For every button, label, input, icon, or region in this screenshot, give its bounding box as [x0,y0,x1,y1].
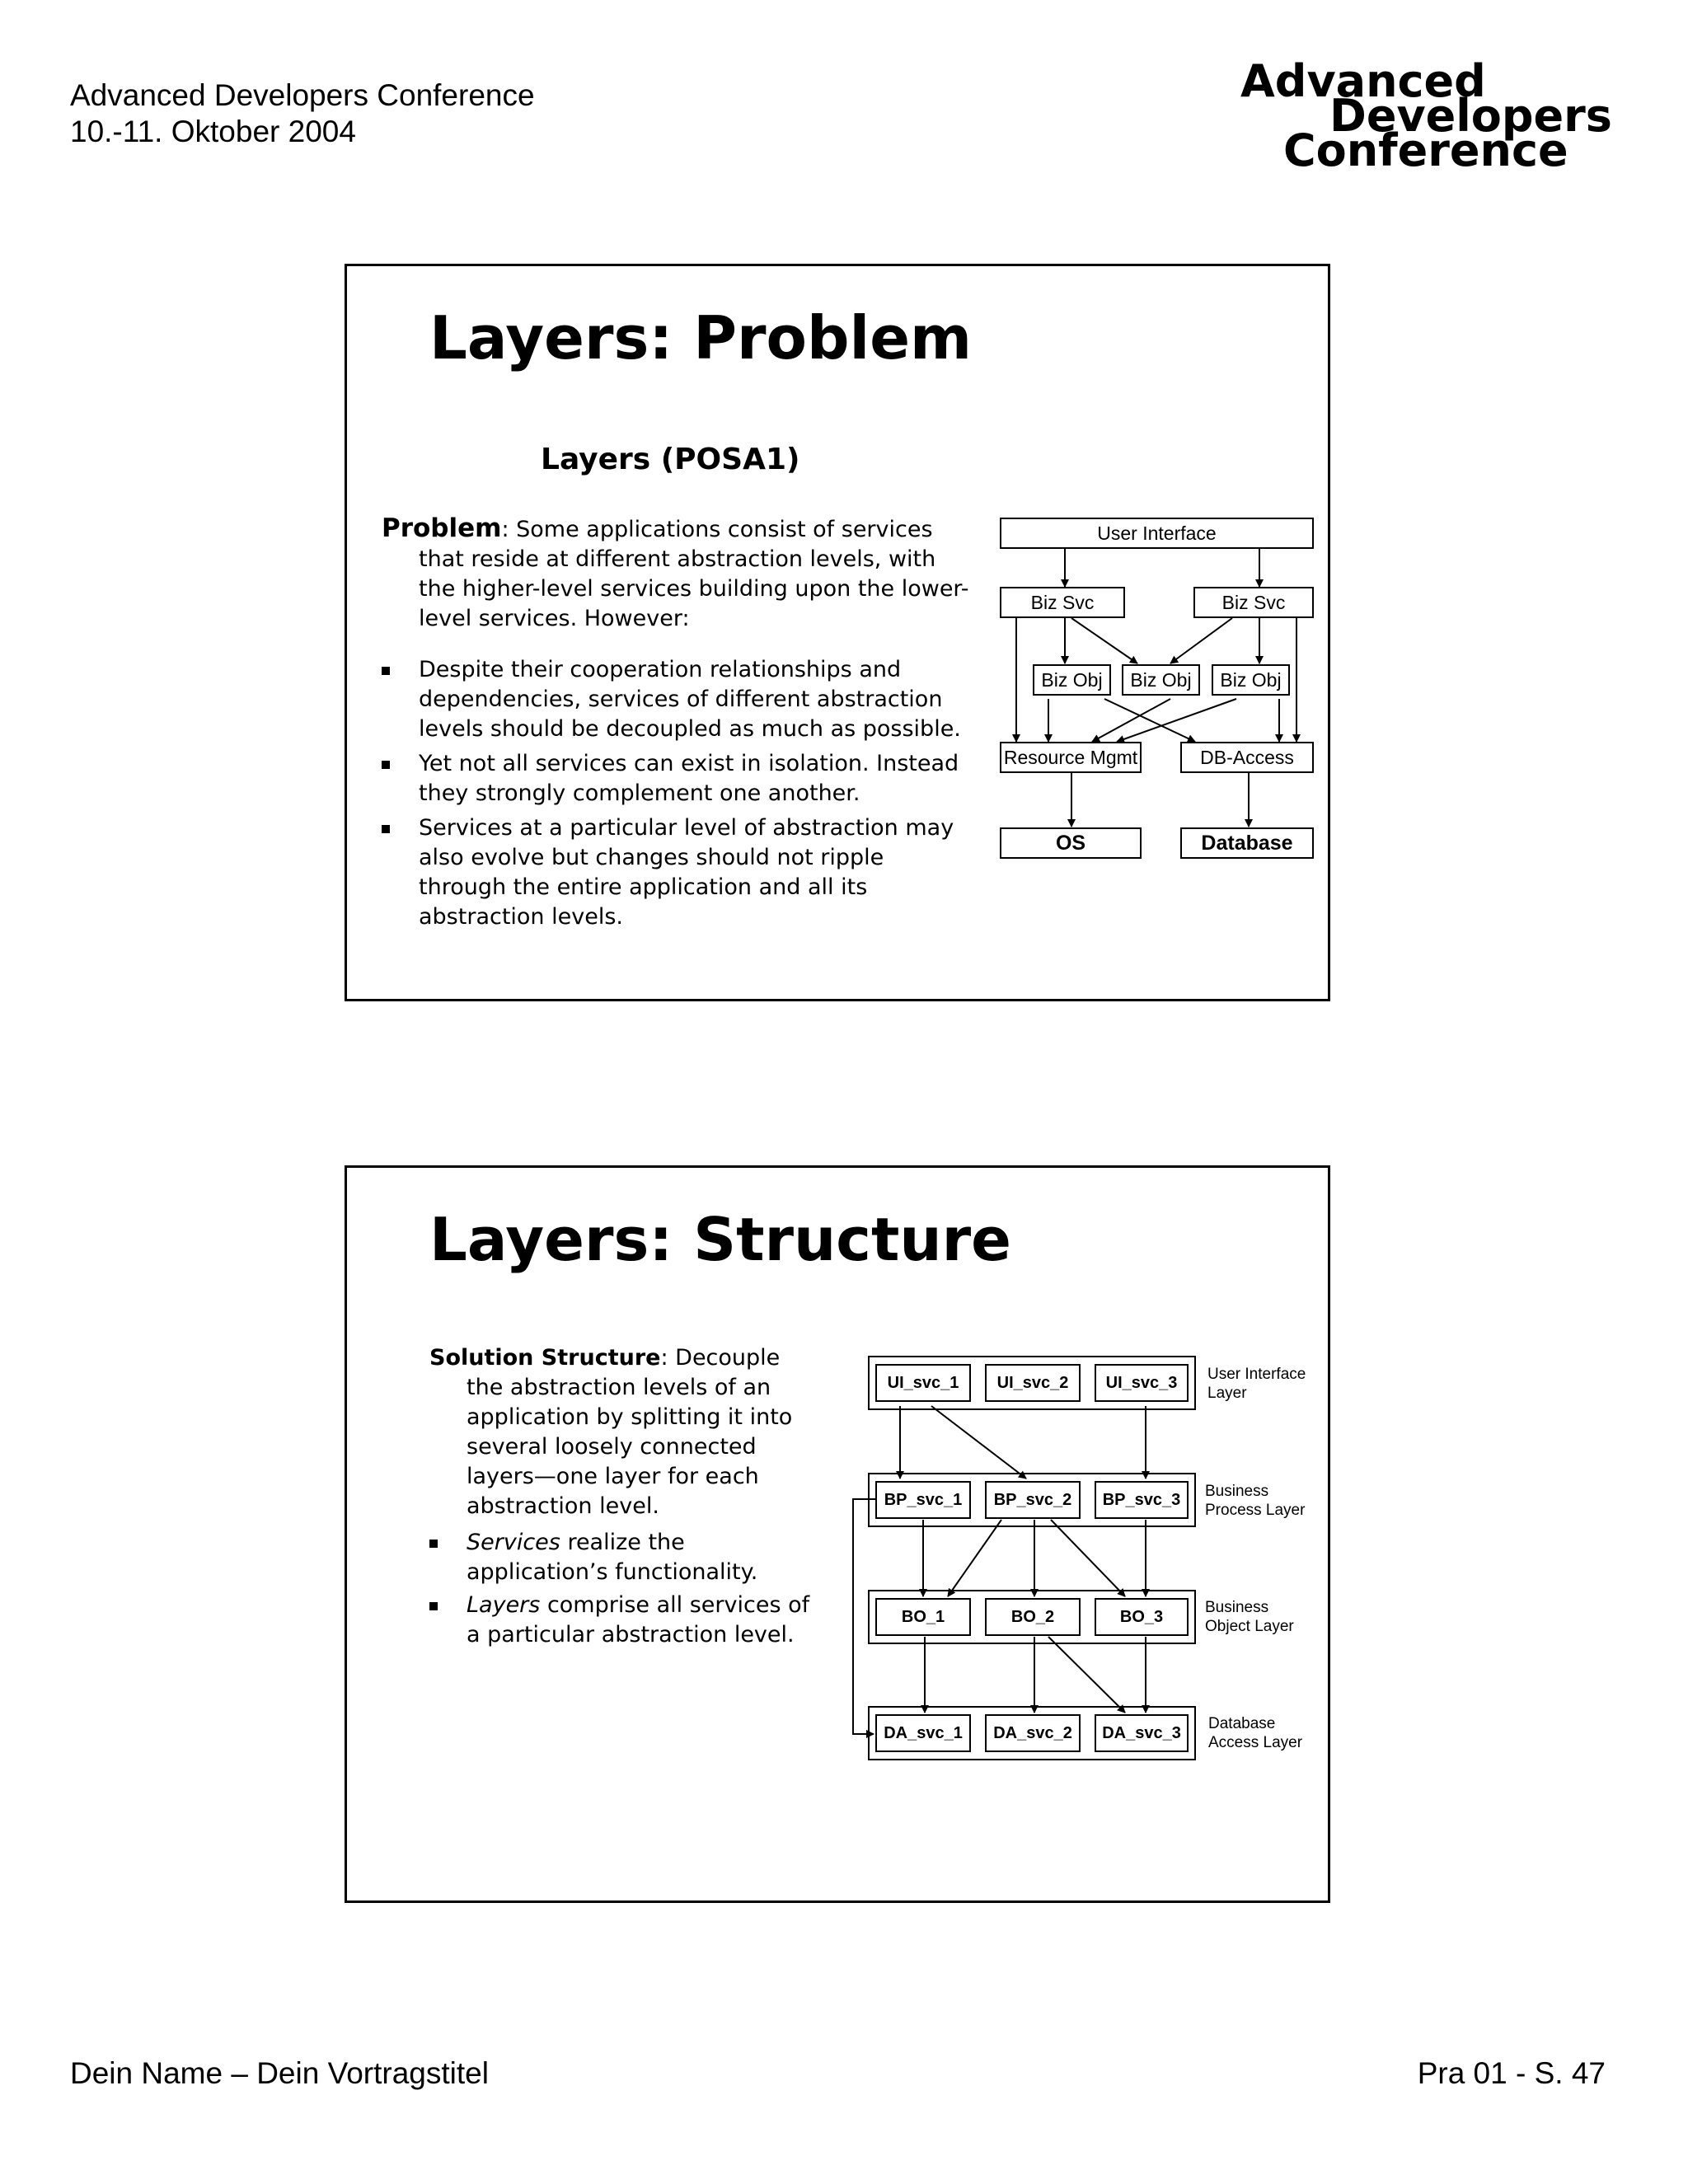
slide-layers-structure [345,1165,1330,1903]
slide-layers-problem [345,264,1330,1001]
logo-line-3: Conference [1283,124,1568,176]
problem-text-block [382,513,975,932]
problem-bullet-3: Services at a particular level of abstraction may also evolve but changes should not ripple through the entire application and all its abstraction levels. [382,813,975,932]
solution-text-block [429,1343,817,1650]
structure-bullet-2: Layers comprise all services of a particular abstraction level. [429,1591,817,1650]
biz-obj-box-2: Biz Obj [1122,664,1200,696]
ui-svc-box-3: UI_svc_3 [1095,1364,1189,1402]
conference-date: 10.-11. Oktober 2004 [70,115,356,148]
solution-label: Solution Structure [429,1345,661,1371]
slide-subtitle: Layers (POSA1) [541,443,800,476]
biz-svc-box-1: Biz Svc [1000,587,1125,618]
biz-svc-box-2: Biz Svc [1193,587,1314,618]
bp-svc-box-1: BP_svc_1 [875,1481,971,1519]
problem-bullet-2: Yet not all services can exist in isolation. Instead they strongly complement one another. [382,749,975,808]
conference-name: Advanced Developers Conference [70,78,535,112]
resource-mgmt-box: Resource Mgmt [1000,742,1142,773]
structure-bullet-1: Services realize the application’s functionality. [429,1528,817,1587]
bullet-square-icon [429,1540,438,1548]
ui-layer-label: User Interface Layer [1207,1366,1306,1402]
biz-obj-box-1: Biz Obj [1033,664,1111,696]
solution-paragraph [429,1343,817,1521]
footer-page-number: Pra 01 - S. 47 [1417,2056,1606,2090]
logo-line-2: Developers [1329,90,1612,142]
os-box: OS [1000,827,1142,859]
bullet-square-icon [382,761,390,769]
user-interface-box: User Interface [1000,518,1314,549]
bp-svc-box-3: BP_svc_3 [1095,1481,1189,1519]
ui-svc-box-2: UI_svc_2 [985,1364,1081,1402]
bo-box-2: BO_2 [985,1598,1081,1636]
bo-box-1: BO_1 [875,1598,971,1636]
da-svc-box-1: DA_svc_1 [875,1714,971,1752]
footer-presenter-title: Dein Name – Dein Vortragstitel [70,2056,489,2090]
slide-title: Layers: Problem [429,303,973,373]
slide-title: Layers: Structure [429,1205,1011,1274]
bullet-square-icon [382,667,390,675]
bullet-square-icon [382,825,390,833]
da-svc-box-2: DA_svc_2 [985,1714,1081,1752]
ui-svc-box-1: UI_svc_1 [875,1364,971,1402]
problem-paragraph [382,513,975,634]
bp-svc-box-2: BP_svc_2 [985,1481,1081,1519]
da-layer-label: Database Access Layer [1208,1715,1303,1751]
solution-description: : Decouple the abstraction levels of an application by splitting it into several loosely connected layers—one layer for each abstraction level. [467,1345,793,1519]
bullet-square-icon [429,1602,438,1610]
biz-obj-box-3: Biz Obj [1212,664,1290,696]
database-box: Database [1180,827,1314,859]
da-svc-box-3: DA_svc_3 [1095,1714,1189,1752]
problem-bullet-1: Despite their cooperation relationships and dependencies, services of different abstraction levels should be decoupled as much as possible. [382,655,975,744]
bp-layer-label: Business Process Layer [1205,1483,1306,1519]
problem-description: : Some applications consist of services that reside at different abstraction levels, with the higher-level services building upon the lower-level services. However: [419,517,969,631]
bo-layer-label: Business Object Layer [1205,1599,1294,1635]
db-access-box: DB-Access [1180,742,1314,773]
problem-label: Problem [382,513,502,543]
logo-line-1: Advanced [1240,55,1486,107]
conference-logo [1240,55,1636,176]
bo-box-3: BO_3 [1095,1598,1189,1636]
